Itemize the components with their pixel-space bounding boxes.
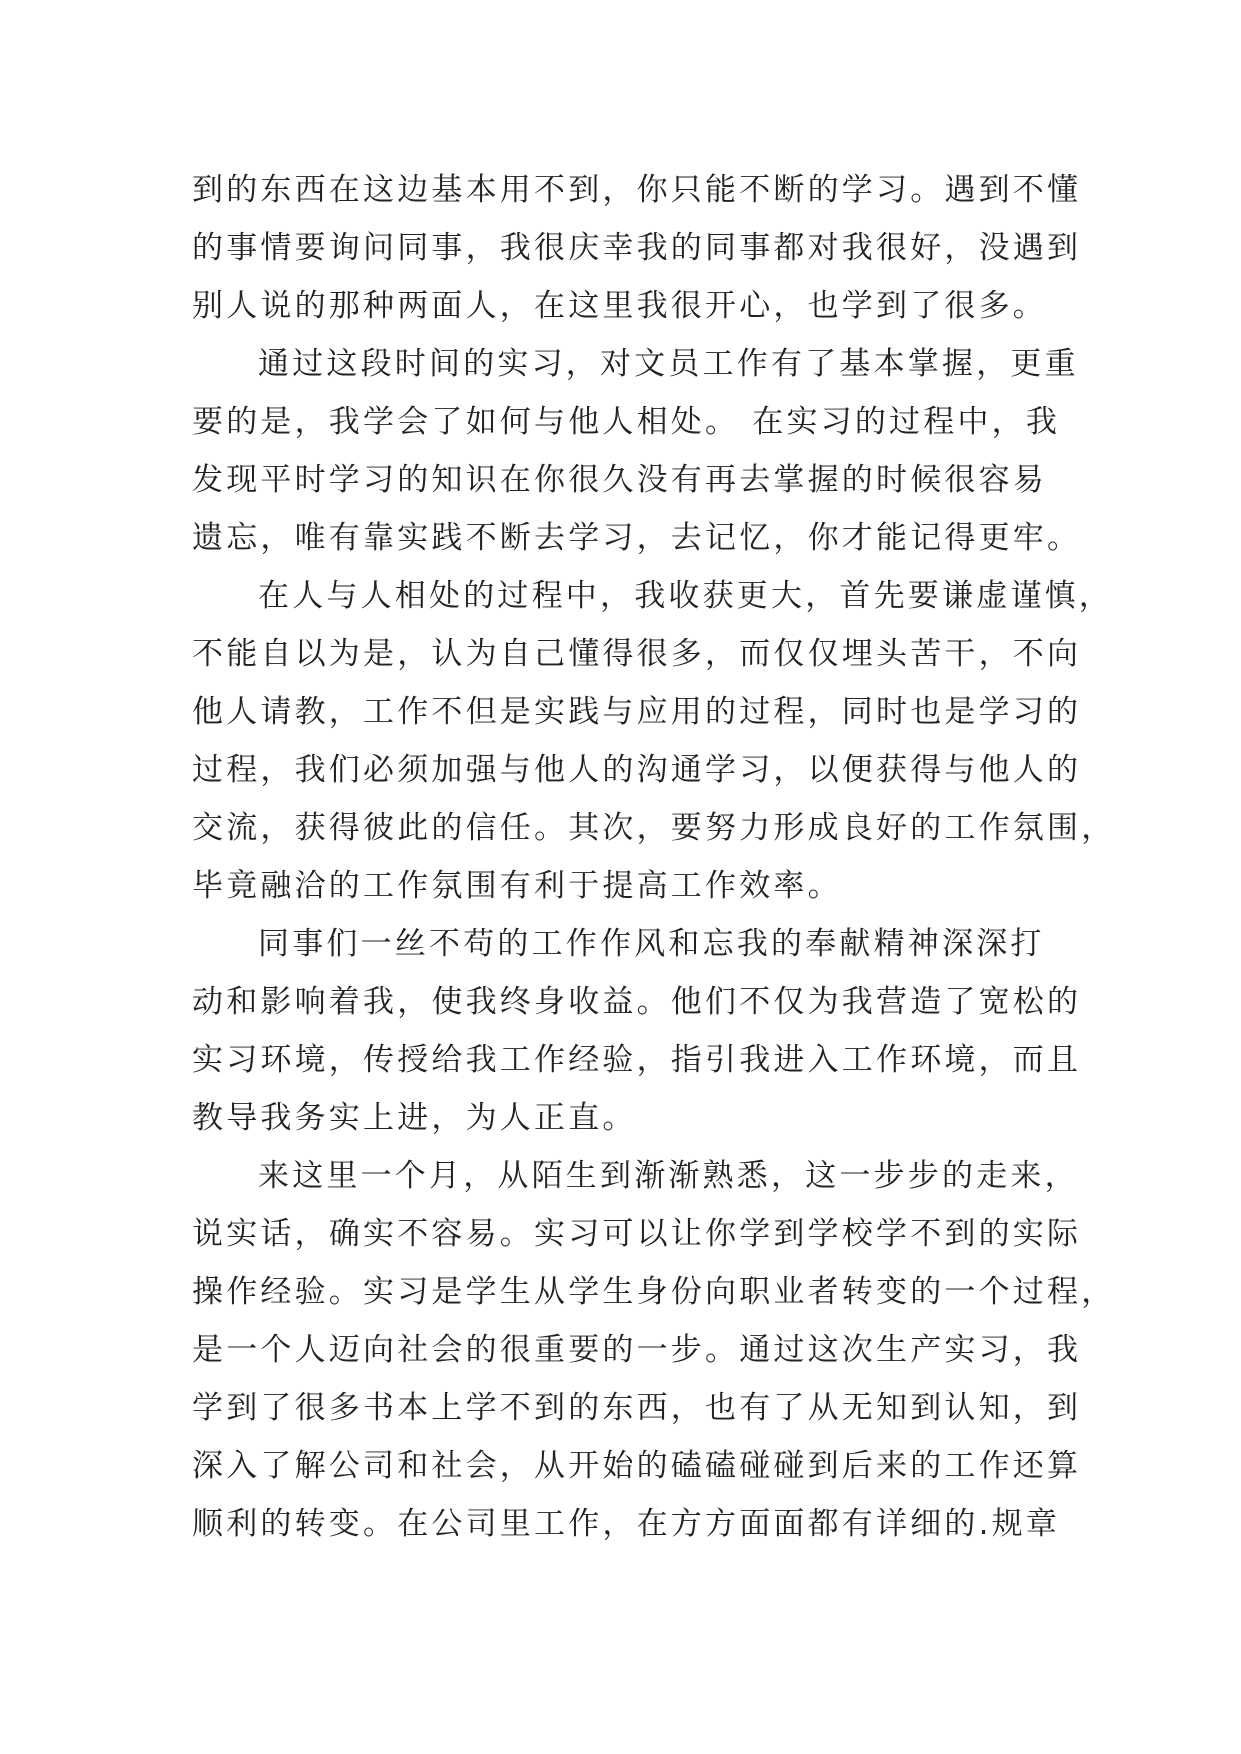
text-line: 学到了很多书本上学不到的东西，也有了从无知到认知，到 <box>192 1390 1082 1426</box>
text-line: 是一个人迈向社会的很重要的一步。通过这次生产实习，我 <box>192 1332 1082 1368</box>
paragraph-first-line: 同事们一丝不苟的工作作风和忘我的奉献精神深深打 <box>258 926 1045 962</box>
text-line: 操作经验。实习是学生从学生身份向职业者转变的一个过程， <box>192 1274 1116 1310</box>
text-line: 不能自以为是，认为自己懂得很多，而仅仅埋头苦干，不向 <box>192 636 1082 672</box>
text-line: 到的东西在这边基本用不到，你只能不断的学习。遇到不懂 <box>192 172 1082 208</box>
document-body <box>192 161 1116 1553</box>
text-line: 说实话，确实不容易。实习可以让你学到学校学不到的实际 <box>192 1216 1082 1252</box>
text-line: 深入了解公司和社会，从开始的磕磕碰碰到后来的工作还算 <box>192 1448 1082 1484</box>
text-line: 的事情要询问同事，我很庆幸我的同事都对我很好，没遇到 <box>192 230 1082 266</box>
paragraph-first-line: 通过这段时间的实习，对文员工作有了基本掌握，更重 <box>258 346 1079 382</box>
text-line: 动和影响着我，使我终身收益。他们不仅为我营造了宽松的 <box>192 984 1082 1020</box>
paragraph-first-line: 来这里一个月，从陌生到渐渐熟悉，这一步步的走来， <box>258 1158 1079 1194</box>
text-line: 发现平时学习的知识在你很久没有再去掌握的时候很容易 <box>192 462 1047 498</box>
text-line: 交流，获得彼此的信任。其次，要努力形成良好的工作氛围， <box>192 810 1116 846</box>
text-line: 毕竟融洽的工作氛围有利于提高工作效率。 <box>192 868 842 904</box>
text-line: 教导我务实上进，为人正直。 <box>192 1100 637 1136</box>
text-line: 遗忘，唯有靠实践不断去学习，去记忆，你才能记得更牢。 <box>192 520 1082 556</box>
text-line: 顺利的转变。在公司里工作，在方方面面都有详细的.规章 <box>192 1506 1061 1542</box>
text-line: 实习环境，传授给我工作经验，指引我进入工作环境，而且 <box>192 1042 1082 1078</box>
paragraph-first-line: 在人与人相处的过程中，我收获更大，首先要谦虚谨慎， <box>258 578 1113 614</box>
text-line: 别人说的那种两面人，在这里我很开心，也学到了很多。 <box>192 288 1047 324</box>
text-line: 要的是，我学会了如何与他人相处。 在实习的过程中，我 <box>192 404 1061 440</box>
text-line: 过程，我们必须加强与他人的沟通学习，以便获得与他人的 <box>192 752 1082 788</box>
text-line: 他人请教，工作不但是实践与应用的过程，同时也是学习的 <box>192 694 1082 730</box>
